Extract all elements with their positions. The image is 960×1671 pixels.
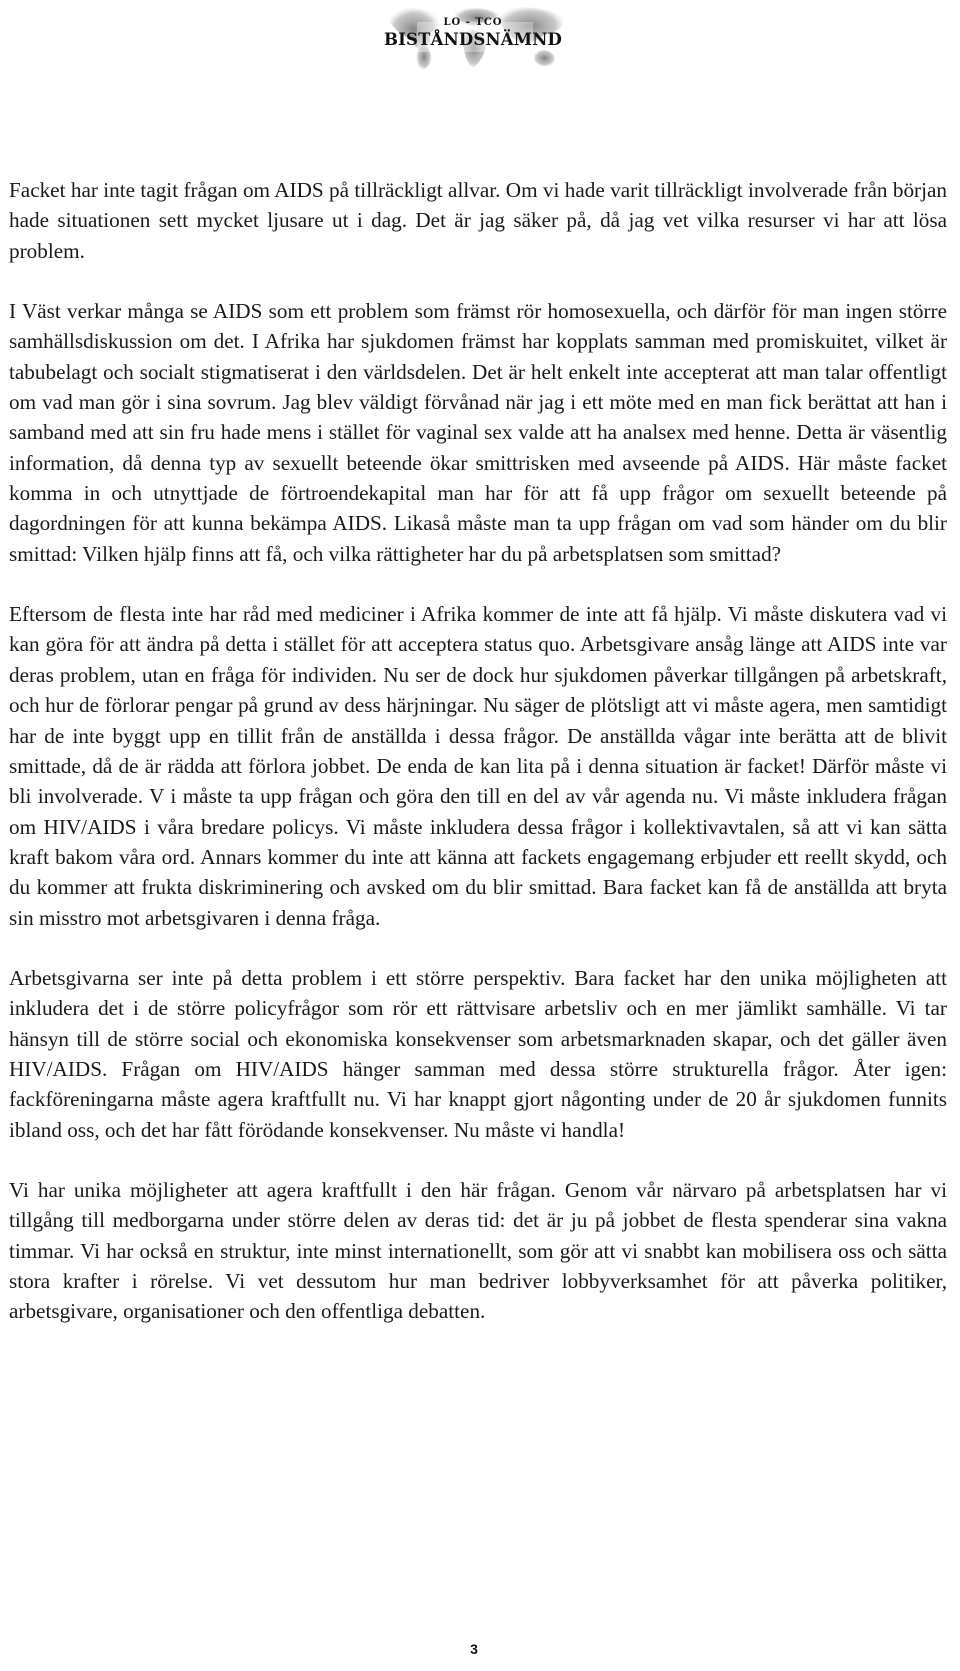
paragraph-1: Facket har inte tagit frågan om AIDS på tillräckligt allvar. Om vi hade varit tillräckligt involverade från början hade situationen sett mycket ljusare ut i dag. Det är jag säker på, då jag vet vilka resurser vi har att lösa problem.	[9, 178, 947, 263]
paragraph-3: Eftersom de flesta inte har råd med mediciner i Afrika kommer de inte att få hjälp. Vi måste diskutera vad vi kan göra för att ändra på detta i stället för att acceptera status quo. Arbetsgivare ansåg länge att AIDS inte var deras problem, utan en fråga för individen. Nu ser de dock hur sjukdomen påverkar tillgången på arbetskraft, och hur de förlorar pengar på grund av dess härjningar. Nu säger de plötsligt att vi måste agera, men samtidigt har de inte byggt upp en tillit från de anställda i dessa frågor. De anställda vågar inte berätta att de blivit smittade, då de är rädda att förlora jobbet. De enda de kan lita på i denna situation är facket! Därför måste vi bli involverade. V i måste ta upp frågan och göra den till en del av vår agenda nu. Vi måste inkludera frågan om HIV/AIDS i våra bredare policys. Vi måste inkludera dessa frågor i kollektivavtalen, så att vi kan sätta kraft bakom våra ord. Annars kommer du inte att känna att fackets engagemang erbjuder ett reellt skydd, och du kommer att frukta diskriminering och avsked om du blir smittad. Bara facket kan få de anställda att bryta sin misstro mot arbetsgivaren i denna fråga.	[9, 602, 947, 930]
paragraph-5: Vi har unika möjligheter att agera kraftfullt i den här frågan. Genom vår närvaro på arbetsplatsen har vi tillgång till medborgarna under större delen av deras tid: det är ju på jobbet de flesta spenderar sina vakna timmar. Vi har också en struktur, inte minst internationellt, som gör att vi snabbt kan mobilisera oss och sätta stora krafter i rörelse. Vi vet dessutom hur man bedriver lobbyverksamhet för att påverka politiker, arbetsgivare, organisationer och den offentliga debatten.	[9, 1177, 947, 1324]
logo-main-text: BISTÅNDSNÄMND	[383, 30, 563, 49]
paragraph-4: Arbetsgivarna ser inte på detta problem i ett större perspektiv. Bara facket har den unika möjligheten att inkludera det i de större policyfrågor som rör ett rättvisare arbetsliv och en mer jämlikt samhälle. Vi tar hänsyn till de större social och ekonomiska konsekvenser som arbetsmarknaden skapar, och det gäller även HIV/AIDS. Frågan om HIV/AIDS hänger samman med dessa större strukturella frågor. Åter igen: fackföreningarna måste agera kraftfullt nu. Vi har knappt gjort någonting under de 20 år sjukdomen funnits ibland oss, och det har fått förödande konsekvenser. Nu måste vi handla!	[9, 965, 947, 1142]
lo-tco-logo	[373, 2, 573, 74]
logo-top-text: LO - TCO	[443, 17, 503, 28]
paragraph-2: I Väst verkar många se AIDS som ett problem som främst rör homosexuella, och därför för man ingen större samhällsdiskussion om det. I Afrika har sjukdomen främst har kopplats samman med promiskuitet, vilket är tabubelagt och socialt stigmatiserat i den världsdelen. Det är helt enkelt inte accepterat att man talar offentligt om vad man gör i sina sovrum. Jag blev väldigt förvånad när jag i ett möte med en man fick berättat att han i samband med att sin fru hade mens i stället för vaginal sex valde att ha analsex med henne. Detta är väsentlig information, då denna typ av sexuellt beteende ökar smittrisken med avseende på AIDS. Här måste facket komma in och utnyttjade de förtroendekapital man har för att få upp frågor om sexuellt beteende på dagordningen för att kunna bekämpa AIDS. Likaså måste man ta upp frågan om vad som händer om du blir smittad: Vilken hjälp finns att få, och vilka rättigheter har du på arbetsplatsen som smittad?	[9, 299, 947, 566]
article-body	[9, 175, 947, 1357]
page-number: 3	[470, 1641, 478, 1657]
